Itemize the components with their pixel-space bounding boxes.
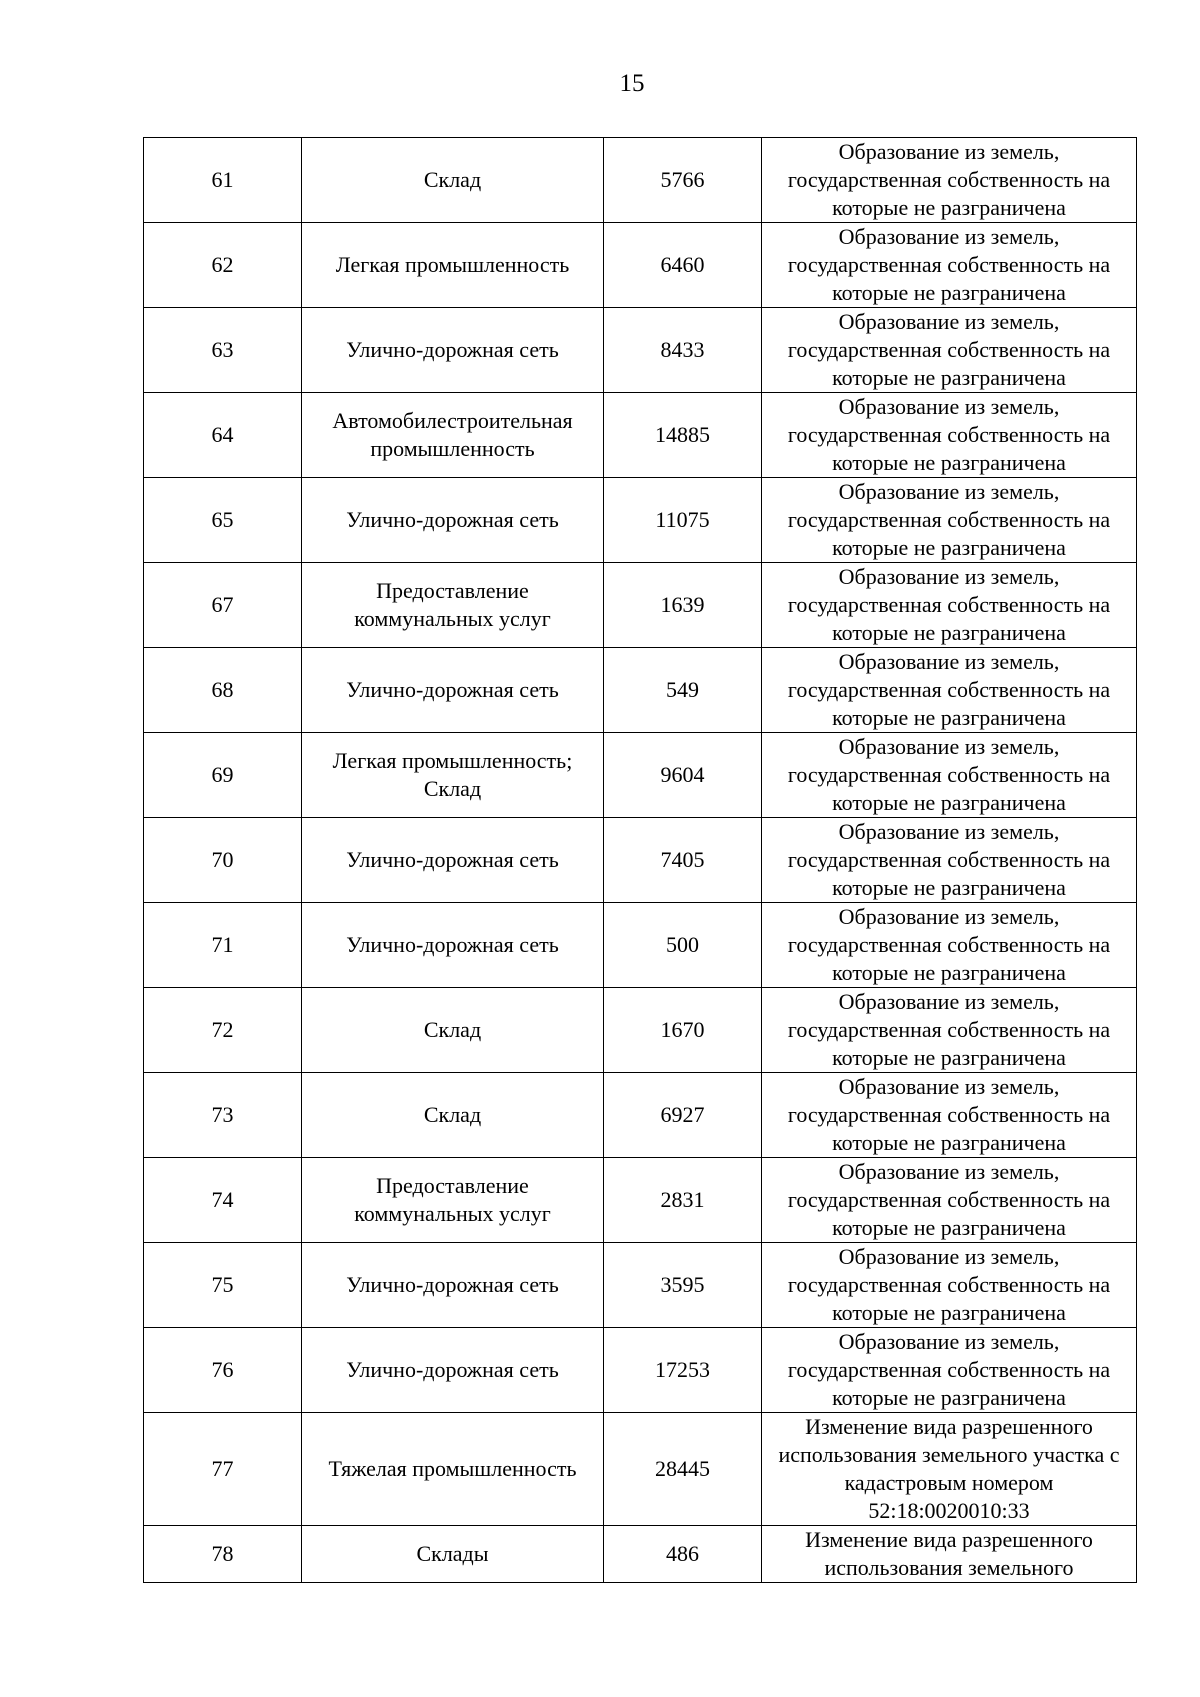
permitted-use-cell: Предоставление коммунальных услуг [302,1158,604,1243]
formation-method-cell: Образование из земель, государственная собственность на которые не разграничена [762,1158,1137,1243]
formation-method-cell: Образование из земель, государственная собственность на которые не разграничена [762,818,1137,903]
permitted-use-cell: Легкая промышленность; Склад [302,733,604,818]
area-cell: 14885 [604,393,762,478]
plot-number-cell: 73 [144,1073,302,1158]
table-row [144,988,1137,1073]
area-cell: 486 [604,1526,762,1583]
area-cell: 17253 [604,1328,762,1413]
area-cell: 8433 [604,308,762,393]
plot-number-cell: 63 [144,308,302,393]
area-cell: 3595 [604,1243,762,1328]
formation-method-cell: Образование из земель, государственная собственность на которые не разграничена [762,393,1137,478]
table-row [144,733,1137,818]
area-cell: 28445 [604,1413,762,1526]
table-row [144,308,1137,393]
permitted-use-cell: Тяжелая промышленность [302,1413,604,1526]
permitted-use-cell: Предоставление коммунальных услуг [302,563,604,648]
table-row [144,903,1137,988]
table-row [144,818,1137,903]
area-cell: 500 [604,903,762,988]
area-cell: 7405 [604,818,762,903]
permitted-use-cell: Улично-дорожная сеть [302,903,604,988]
formation-method-cell: Образование из земель, государственная собственность на которые не разграничена [762,903,1137,988]
permitted-use-cell: Улично-дорожная сеть [302,648,604,733]
permitted-use-cell: Улично-дорожная сеть [302,1243,604,1328]
permitted-use-cell: Улично-дорожная сеть [302,478,604,563]
plot-number-cell: 71 [144,903,302,988]
permitted-use-cell: Склад [302,1073,604,1158]
formation-method-cell: Образование из земель, государственная собственность на которые не разграничена [762,733,1137,818]
formation-method-cell: Изменение вида разрешенного использования земельного участка с кадастровым номером 52:18:0020010:33 [762,1413,1137,1526]
permitted-use-cell: Легкая промышленность [302,223,604,308]
table-row [144,1413,1137,1526]
plot-number-cell: 69 [144,733,302,818]
permitted-use-cell: Улично-дорожная сеть [302,1328,604,1413]
area-cell: 1639 [604,563,762,648]
plot-number-cell: 72 [144,988,302,1073]
permitted-use-cell: Улично-дорожная сеть [302,308,604,393]
table-row [144,1526,1137,1583]
table-row [144,1328,1137,1413]
table-row [144,563,1137,648]
permitted-use-cell: Склад [302,988,604,1073]
area-cell: 9604 [604,733,762,818]
table-row [144,1073,1137,1158]
table-row [144,138,1137,223]
permitted-use-cell: Склад [302,138,604,223]
formation-method-cell: Образование из земель, государственная собственность на которые не разграничена [762,138,1137,223]
area-cell: 6460 [604,223,762,308]
plot-number-cell: 76 [144,1328,302,1413]
formation-method-cell: Образование из земель, государственная собственность на которые не разграничена [762,563,1137,648]
area-cell: 6927 [604,1073,762,1158]
formation-method-cell: Образование из земель, государственная собственность на которые не разграничена [762,478,1137,563]
formation-method-cell: Образование из земель, государственная собственность на которые не разграничена [762,648,1137,733]
table-row [144,1243,1137,1328]
table-row [144,223,1137,308]
permitted-use-cell: Улично-дорожная сеть [302,818,604,903]
formation-method-cell: Образование из земель, государственная собственность на которые не разграничена [762,308,1137,393]
formation-method-cell: Образование из земель, государственная собственность на которые не разграничена [762,1243,1137,1328]
plot-number-cell: 74 [144,1158,302,1243]
permitted-use-cell: Склады [302,1526,604,1583]
formation-method-cell: Изменение вида разрешенного использования земельного [762,1526,1137,1583]
table-row [144,648,1137,733]
formation-method-cell: Образование из земель, государственная собственность на которые не разграничена [762,1073,1137,1158]
plot-number-cell: 70 [144,818,302,903]
plot-number-cell: 67 [144,563,302,648]
area-cell: 1670 [604,988,762,1073]
plot-number-cell: 64 [144,393,302,478]
formation-method-cell: Образование из земель, государственная собственность на которые не разграничена [762,223,1137,308]
page-number: 15 [619,70,645,97]
plot-number-cell: 75 [144,1243,302,1328]
plot-number-cell: 62 [144,223,302,308]
table-row [144,393,1137,478]
area-cell: 2831 [604,1158,762,1243]
land-plots-table [143,137,1137,1583]
table-row [144,1158,1137,1243]
permitted-use-cell: Автомобилестроительная промышленность [302,393,604,478]
plot-number-cell: 77 [144,1413,302,1526]
area-cell: 11075 [604,478,762,563]
table-row [144,478,1137,563]
plot-number-cell: 78 [144,1526,302,1583]
area-cell: 5766 [604,138,762,223]
formation-method-cell: Образование из земель, государственная собственность на которые не разграничена [762,1328,1137,1413]
area-cell: 549 [604,648,762,733]
plot-number-cell: 65 [144,478,302,563]
plot-number-cell: 68 [144,648,302,733]
formation-method-cell: Образование из земель, государственная собственность на которые не разграничена [762,988,1137,1073]
plot-number-cell: 61 [144,138,302,223]
